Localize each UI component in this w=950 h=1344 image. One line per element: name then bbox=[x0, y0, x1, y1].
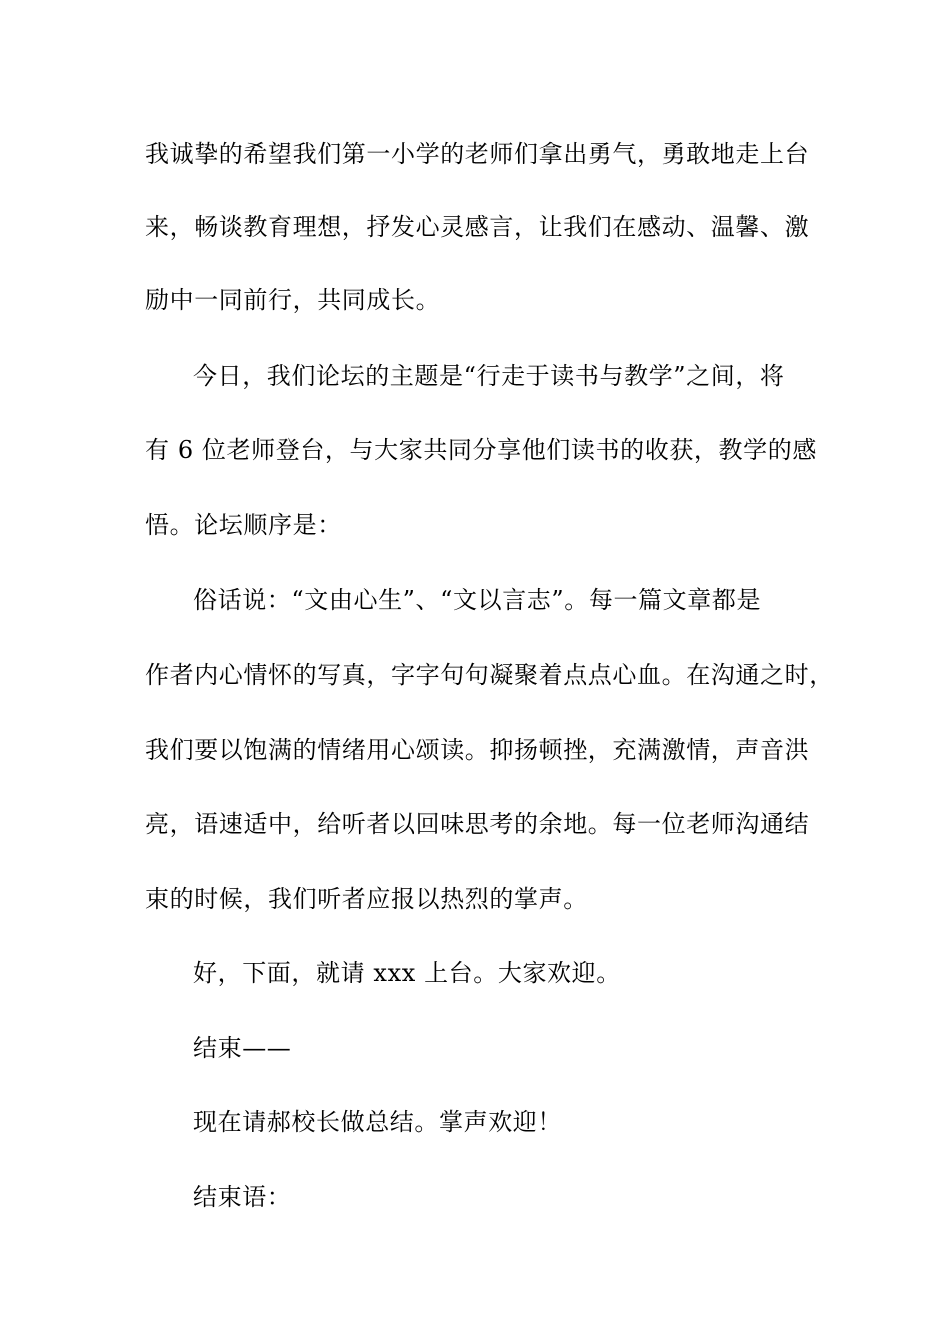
paragraph-6: 现在请郝校长做总结。掌声欢迎！ bbox=[193, 1108, 562, 1136]
paragraph-3-line-5: 束的时候，我们听者应报以热烈的掌声。 bbox=[145, 885, 588, 913]
paragraph-3-line-4: 亮，语速适中，给听者以回味思考的余地。每一位老师沟通结 bbox=[145, 810, 810, 838]
paragraph-1-line-3: 励中一同前行，共同成长。 bbox=[145, 286, 441, 314]
paragraph-7: 结束语： bbox=[193, 1183, 292, 1211]
paragraph-3-line-3: 我们要以饱满的情绪用心颂读。抑扬顿挫，充满激情，声音洪 bbox=[145, 736, 810, 764]
paragraph-2-line-3: 悟。论坛顺序是： bbox=[145, 511, 342, 539]
paragraph-4: 好，下面，就请 xxx 上台。大家欢迎。 bbox=[193, 959, 621, 987]
paragraph-2-line-2: 有 6 位老师登台，与大家共同分享他们读书的收获，教学的感 bbox=[145, 436, 817, 464]
paragraph-3-line-2: 作者内心情怀的写真，字字句句凝聚着点点心血。在沟通之时， bbox=[145, 661, 834, 689]
paragraph-2-line-1: 今日，我们论坛的主题是“行走于读书与教学”之间，将 bbox=[193, 362, 785, 390]
paragraph-5: 结束—— bbox=[193, 1034, 292, 1062]
paragraph-1-line-2: 来，畅谈教育理想，抒发心灵感言，让我们在感动、温馨、激 bbox=[145, 213, 810, 241]
paragraph-1-line-1: 我诚挚的希望我们第一小学的老师们拿出勇气，勇敢地走上台 bbox=[145, 140, 810, 168]
paragraph-3-line-1: 俗话说：“文由心生”、“文以言志”。每一篇文章都是 bbox=[193, 586, 762, 614]
